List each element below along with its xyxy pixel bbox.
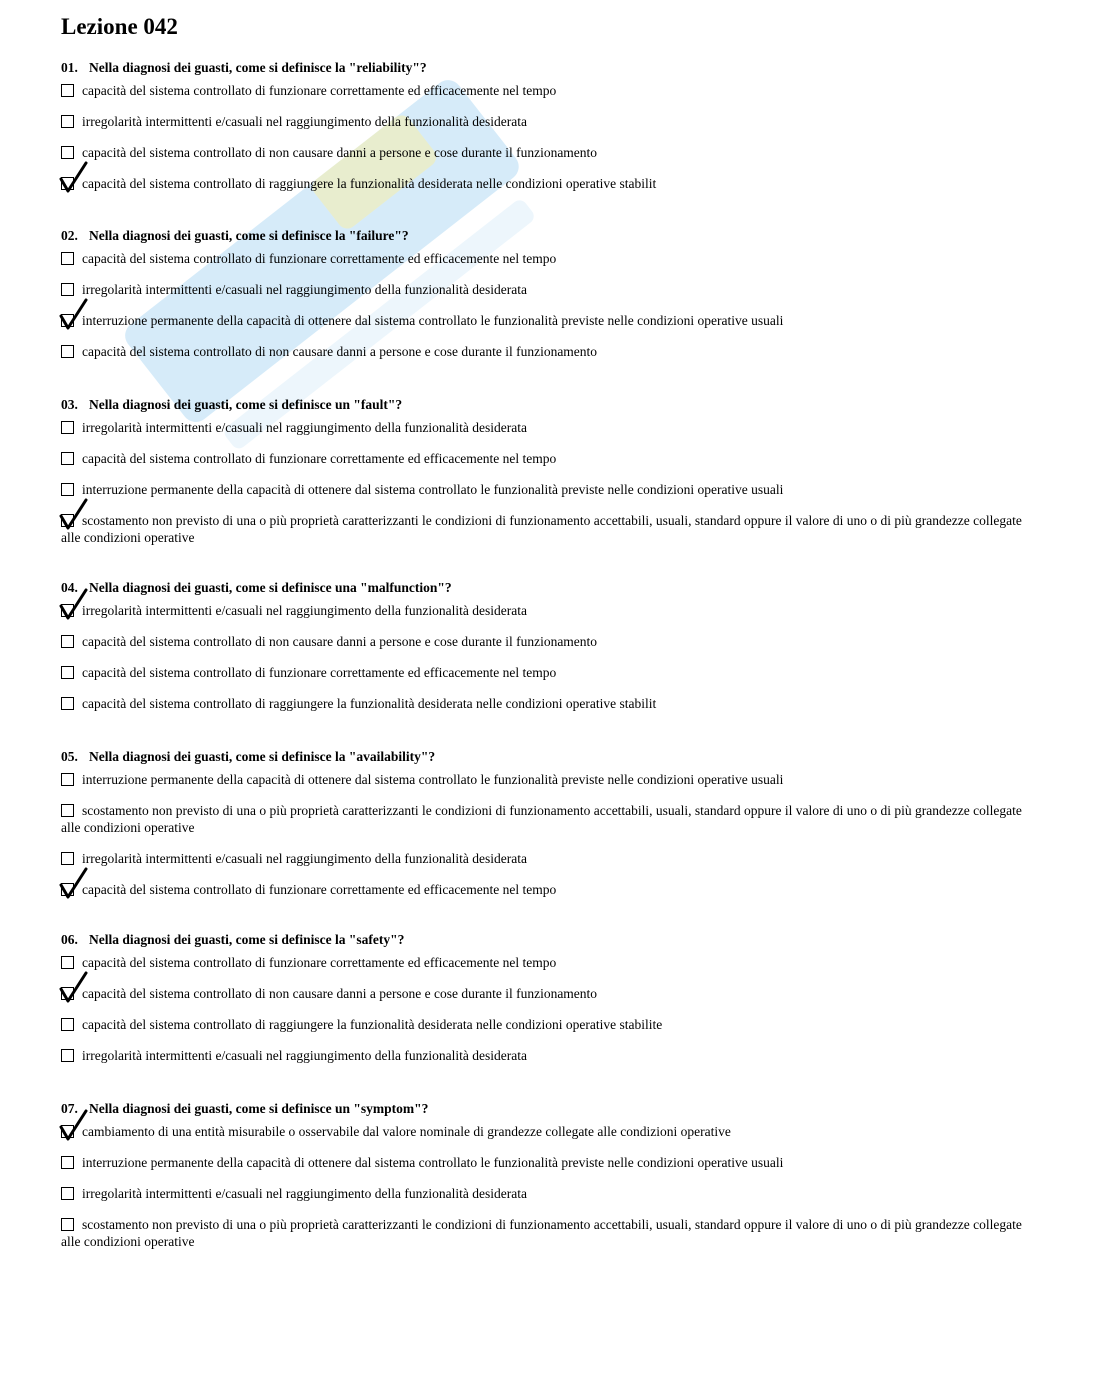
question-block <box>61 228 1051 359</box>
question-text: Nella diagnosi dei guasti, come si definisce la "failure"? <box>89 228 409 243</box>
answer-option[interactable] <box>61 281 1052 298</box>
answer-option[interactable] <box>61 1123 1052 1140</box>
checkbox-unchecked[interactable] <box>61 666 74 679</box>
checkmark-icon <box>59 867 89 899</box>
question-number: 04. <box>61 580 78 595</box>
answer-text: capacità del sistema controllato di funzionare correttamente ed efficacemente nel tempo <box>82 83 557 98</box>
checkmark-icon <box>59 161 89 193</box>
checkbox-unchecked[interactable] <box>61 1018 74 1031</box>
answer-text: irregolarità intermittenti e/casuali nel raggiungimento della funzionalità desiderata <box>82 1048 527 1063</box>
answer-option[interactable] <box>61 802 1031 836</box>
answer-text: irregolarità intermittenti e/casuali nel raggiungimento della funzionalità desiderata <box>82 282 527 297</box>
checkbox-unchecked[interactable] <box>61 1218 74 1231</box>
answer-text: irregolarità intermittenti e/casuali nel raggiungimento della funzionalità desiderata <box>82 420 527 435</box>
checkbox-unchecked[interactable] <box>61 773 74 786</box>
answer-option[interactable] <box>61 175 1052 192</box>
question-block <box>61 932 1051 1063</box>
checkbox-unchecked[interactable] <box>61 483 74 496</box>
question-heading <box>61 749 1051 765</box>
answer-option[interactable] <box>61 954 1052 971</box>
question-text: Nella diagnosi dei guasti, come si definisce la "safety"? <box>89 932 405 947</box>
answer-option[interactable] <box>61 633 1052 650</box>
question-number: 05. <box>61 749 78 764</box>
answer-option[interactable] <box>61 771 1052 788</box>
answer-text: capacità del sistema controllato di raggiungere la funzionalità desiderata nelle condizioni operative stabilit <box>82 176 657 191</box>
checkmark-icon <box>59 588 89 620</box>
answer-option[interactable] <box>61 312 1052 329</box>
answer-option[interactable] <box>61 1216 1031 1250</box>
answer-text: capacità del sistema controllato di non causare danni a persone e cose durante il funzionamento <box>82 344 598 359</box>
answer-text: capacità del sistema controllato di funzionare correttamente ed efficacemente nel tempo <box>82 955 557 970</box>
question-text: Nella diagnosi dei guasti, come si definisce una "malfunction"? <box>89 580 452 595</box>
answer-text: capacità del sistema controllato di funzionare correttamente ed efficacemente nel tempo <box>82 251 557 266</box>
document-page <box>61 12 1051 1249</box>
answer-text: scostamento non previsto di una o più proprietà caratterizzanti le condizioni di funzionamento accettabili, usuali, standard oppure il valore di uno o di più grandezze collegate alle condizioni operative <box>61 1217 1022 1249</box>
answer-option[interactable] <box>61 144 1052 161</box>
answer-text: interruzione permanente della capacità di ottenere dal sistema controllato le funzionalità previste nelle condizioni operative usuali <box>82 482 784 497</box>
answer-option[interactable] <box>61 850 1052 867</box>
answer-text: capacità del sistema controllato di non causare danni a persone e cose durante il funzionamento <box>82 634 598 649</box>
checkbox-unchecked[interactable] <box>61 804 74 817</box>
answer-text: irregolarità intermittenti e/casuali nel raggiungimento della funzionalità desiderata <box>82 603 527 618</box>
answer-option[interactable] <box>61 1185 1052 1202</box>
question-heading <box>61 580 1051 596</box>
checkbox-unchecked[interactable] <box>61 956 74 969</box>
answer-text: capacità del sistema controllato di raggiungere la funzionalità desiderata nelle condizioni operative stabilite <box>82 1017 663 1032</box>
question-heading <box>61 397 1051 413</box>
answer-text: interruzione permanente della capacità di ottenere dal sistema controllato le funzionalità previste nelle condizioni operative usuali <box>82 313 784 328</box>
checkbox-unchecked[interactable] <box>61 115 74 128</box>
answer-text: irregolarità intermittenti e/casuali nel raggiungimento della funzionalità desiderata <box>82 851 527 866</box>
page-title: Lezione 042 <box>61 14 178 39</box>
answer-option[interactable] <box>61 1154 1052 1171</box>
checkbox-unchecked[interactable] <box>61 252 74 265</box>
question-number: 01. <box>61 60 78 75</box>
checkmark-icon <box>59 498 89 530</box>
answer-option[interactable] <box>61 1047 1052 1064</box>
question-block <box>61 397 1051 545</box>
question-number: 06. <box>61 932 78 947</box>
answer-text: capacità del sistema controllato di non causare danni a persone e cose durante il funzionamento <box>82 986 598 1001</box>
question-block <box>61 60 1051 191</box>
answer-option[interactable] <box>61 664 1052 681</box>
answer-text: interruzione permanente della capacità di ottenere dal sistema controllato le funzionalità previste nelle condizioni operative usuali <box>82 1155 784 1170</box>
answer-text: capacità del sistema controllato di funzionare correttamente ed efficacemente nel tempo <box>82 665 557 680</box>
question-text: Nella diagnosi dei guasti, come si definisce la "availability"? <box>89 749 436 764</box>
answer-text: capacità del sistema controllato di funzionare correttamente ed efficacemente nel tempo <box>82 451 557 466</box>
checkbox-unchecked[interactable] <box>61 283 74 296</box>
question-heading <box>61 228 1051 244</box>
question-heading <box>61 1101 1051 1117</box>
answer-option[interactable] <box>61 985 1052 1002</box>
answer-option[interactable] <box>61 881 1052 898</box>
answer-option[interactable] <box>61 512 1031 546</box>
answer-option[interactable] <box>61 82 1052 99</box>
question-heading <box>61 932 1051 948</box>
answer-text: scostamento non previsto di una o più proprietà caratterizzanti le condizioni di funzionamento accettabili, usuali, standard oppure il valore di uno o di più grandezze collegate alle condizioni operative <box>61 803 1022 835</box>
answer-text: capacità del sistema controllato di non causare danni a persone e cose durante il funzionamento <box>82 145 598 160</box>
answer-text: cambiamento di una entità misurabile o osservabile dal valore nominale di grandezze collegate alle condizioni operative <box>82 1124 731 1139</box>
question-block <box>61 1101 1051 1249</box>
question-block <box>61 580 1051 711</box>
answer-text: interruzione permanente della capacità di ottenere dal sistema controllato le funzionalità previste nelle condizioni operative usuali <box>82 772 784 787</box>
checkbox-unchecked[interactable] <box>61 452 74 465</box>
answer-text: irregolarità intermittenti e/casuali nel raggiungimento della funzionalità desiderata <box>82 114 527 129</box>
checkmark-icon <box>59 298 89 330</box>
answer-text: capacità del sistema controllato di raggiungere la funzionalità desiderata nelle condizioni operative stabilit <box>82 696 657 711</box>
answer-option[interactable] <box>61 695 1052 712</box>
checkbox-unchecked[interactable] <box>61 421 74 434</box>
question-number: 02. <box>61 228 78 243</box>
checkbox-unchecked[interactable] <box>61 345 74 358</box>
answer-option[interactable] <box>61 419 1052 436</box>
answer-option[interactable] <box>61 450 1052 467</box>
answer-text: scostamento non previsto di una o più proprietà caratterizzanti le condizioni di funzionamento accettabili, usuali, standard oppure il valore di uno o di più grandezze collegate alle condizioni operative <box>61 513 1022 545</box>
checkbox-unchecked[interactable] <box>61 1187 74 1200</box>
answer-option[interactable] <box>61 481 1052 498</box>
checkbox-unchecked[interactable] <box>61 1156 74 1169</box>
question-heading <box>61 60 1051 76</box>
checkbox-unchecked[interactable] <box>61 84 74 97</box>
question-block <box>61 749 1051 897</box>
checkmark-icon <box>59 1109 89 1141</box>
question-text: Nella diagnosi dei guasti, come si definisce un "fault"? <box>89 397 403 412</box>
checkbox-unchecked[interactable] <box>61 852 74 865</box>
checkbox-unchecked[interactable] <box>61 1049 74 1062</box>
checkbox-unchecked[interactable] <box>61 697 74 710</box>
answer-option[interactable] <box>61 113 1052 130</box>
answer-text: irregolarità intermittenti e/casuali nel raggiungimento della funzionalità desiderata <box>82 1186 527 1201</box>
answer-option[interactable] <box>61 343 1052 360</box>
checkbox-unchecked[interactable] <box>61 146 74 159</box>
answer-option[interactable] <box>61 1016 1052 1033</box>
answer-option[interactable] <box>61 602 1052 619</box>
answer-option[interactable] <box>61 250 1052 267</box>
question-text: Nella diagnosi dei guasti, come si definisce la "reliability"? <box>89 60 427 75</box>
answer-text: capacità del sistema controllato di funzionare correttamente ed efficacemente nel tempo <box>82 882 557 897</box>
checkmark-icon <box>59 971 89 1003</box>
checkbox-unchecked[interactable] <box>61 635 74 648</box>
question-text: Nella diagnosi dei guasti, come si definisce un "symptom"? <box>89 1101 429 1116</box>
question-number: 03. <box>61 397 78 412</box>
question-number: 07. <box>61 1101 78 1116</box>
